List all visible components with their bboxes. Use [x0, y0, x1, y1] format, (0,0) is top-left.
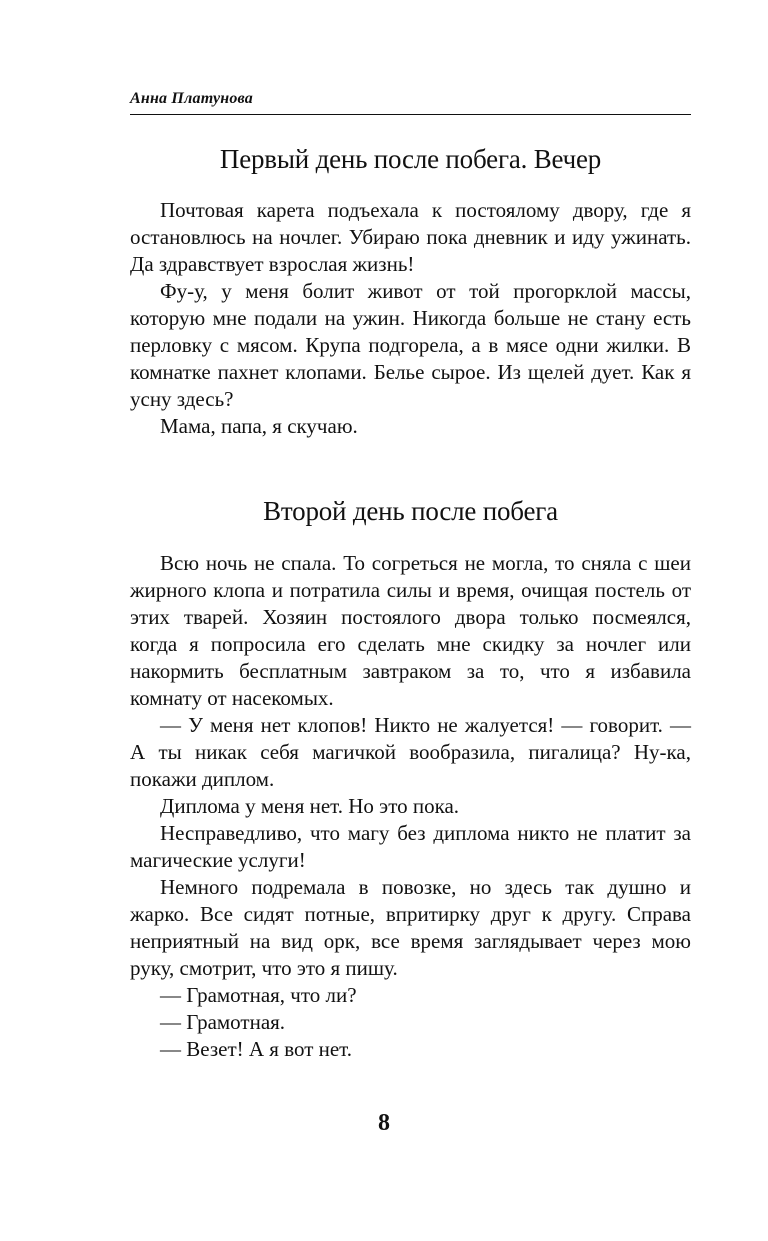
dialogue-line: — Грамотная, что ли?	[160, 983, 357, 1007]
paragraph: Почтовая карета подъехала к постоялому двору, где я остановлюсь на ночлег. Убираю пока дневник и иду ужинать. Да здравствует взрослая жизнь!	[130, 198, 691, 276]
dialogue-line: — У меня нет клопов! Никто не жалуется! — говорит. — А ты никак себя магичкой вообразила, пигалица? Ну-ка, покажи диплом.	[130, 713, 691, 791]
entry-title: Второй день после побега	[263, 496, 558, 526]
entry-second-day	[130, 494, 691, 1063]
paragraph: Диплома у меня нет. Но это пока.	[160, 794, 460, 818]
paragraph: Всю ночь не спала. То согреться не могла, то сняла с шеи жирного клопа и потратила силы и время, очищая постель от этих тварей. Хозяин постоялого двора только посмеялся, когда я попросила его сделать мне скидку за ночлег или накормить бесплатным завтраком за то, что я избавила комнату от насекомых.	[130, 551, 691, 710]
header-rule	[130, 114, 691, 115]
dialogue-line: — Грамотная.	[160, 1010, 286, 1034]
dialogue-line: — Везет! А я вот нет.	[160, 1037, 353, 1061]
paragraph: Немного подремала в повозке, но здесь так душно и жарко. Все сидят потные, впритирку друг к другу. Справа неприятный на вид орк, все время заглядывает через мою руку, смотрит, что это я пишу.	[130, 875, 691, 980]
entry-text	[130, 550, 691, 1063]
entry-title: Первый день после побега. Вечер	[219, 144, 602, 174]
paragraph: Несправедливо, что магу без диплома никто не платит за магические услуги!	[130, 821, 691, 872]
paragraph: Мама, папа, я скучаю.	[160, 414, 358, 438]
entry-first-evening	[130, 142, 691, 440]
running-head-author: Анна Платунова	[130, 90, 253, 107]
paragraph: Фу-у, у меня болит живот от той прогорклой массы, которую мне подали на ужин. Никогда больше не стану есть перловку с мясом. Крупа подгорела, а в мясе одни жилки. В комнатке пахнет клопами. Белье сырое. Из щелей дует. Как я усну здесь?	[130, 279, 691, 411]
entry-text	[130, 197, 691, 440]
page-number: 8	[378, 1110, 390, 1136]
